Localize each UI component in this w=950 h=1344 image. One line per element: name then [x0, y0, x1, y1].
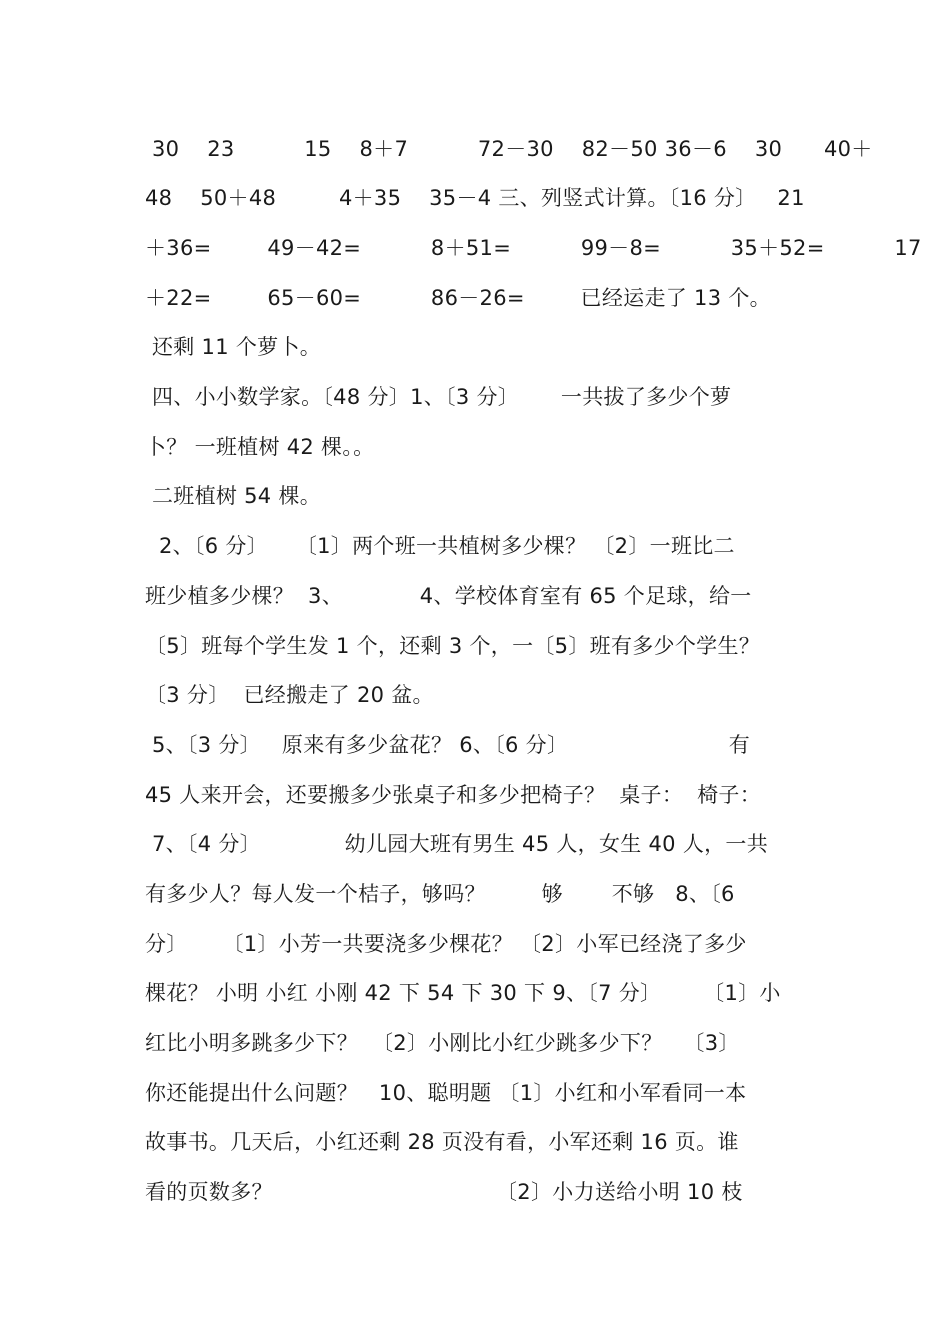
- text-line: 有多少人？每人发一个桔子，够吗？ 够 不够 8、〔6: [145, 882, 735, 906]
- text-line: 还剩 11 个萝卜。: [145, 335, 322, 359]
- text-line: 45 人来开会，还要搬多少张桌子和多少把椅子？ 桌子： 椅子：: [145, 783, 761, 807]
- text-line: 30 23 15 8＋7 72－30 82－50 36－6 30 40＋: [145, 137, 873, 161]
- text-line: ＋36= 49－42= 8＋51= 99－8= 35＋52= 17: [145, 236, 922, 260]
- text-line: 棵花？ 小明 小红 小刚 42 下 54 下 30 下 9、〔7 分〕 〔1〕小: [145, 981, 781, 1005]
- text-line: 〔3 分〕 已经搬走了 20 盆。: [145, 683, 434, 707]
- text-line: 分〕 〔1〕小芳一共要浇多少棵花？ 〔2〕小军已经浇了多少: [145, 932, 747, 956]
- text-line: 〔5〕班每个学生发 1 个，还剩 3 个，一〔5〕班有多少个学生？: [145, 634, 761, 658]
- text-line: 7、〔4 分〕 幼儿园大班有男生 45 人，女生 40 人，一共: [145, 832, 769, 856]
- text-line: 你还能提出什么问题？ 10、聪明题 〔1〕小红和小军看同一本: [145, 1081, 747, 1105]
- text-line: 故事书。几天后，小红还剩 28 页没有看，小军还剩 16 页。谁: [145, 1130, 739, 1154]
- text-line: 卜？ 一班植树 42 棵。。: [145, 435, 375, 459]
- text-line: 四、小小数学家。〔48 分〕1、〔3 分〕 一共拔了多少个萝: [145, 385, 732, 409]
- text-line: 48 50＋48 4＋35 35－4 三、列竖式计算。〔16 分〕 21: [145, 186, 805, 210]
- text-line: 红比小明多跳多少下？ 〔2〕小刚比小红少跳多少下？ 〔3〕: [145, 1031, 740, 1055]
- text-line: ＋22= 65－60= 86－26= 已经运走了 13 个。: [145, 286, 771, 310]
- text-line: 班少植多少棵？ 3、 4、学校体育室有 65 个足球，给一: [145, 584, 752, 608]
- text-line: 2、〔6 分〕 〔1〕两个班一共植树多少棵？ 〔2〕一班比二: [145, 534, 735, 558]
- text-line: 看的页数多？ 〔2〕小力送给小明 10 枝: [145, 1180, 743, 1204]
- text-line: 二班植树 54 棵。: [145, 484, 322, 508]
- text-line: 5、〔3 分〕 原来有多少盆花？ 6、〔6 分〕 有: [145, 733, 750, 757]
